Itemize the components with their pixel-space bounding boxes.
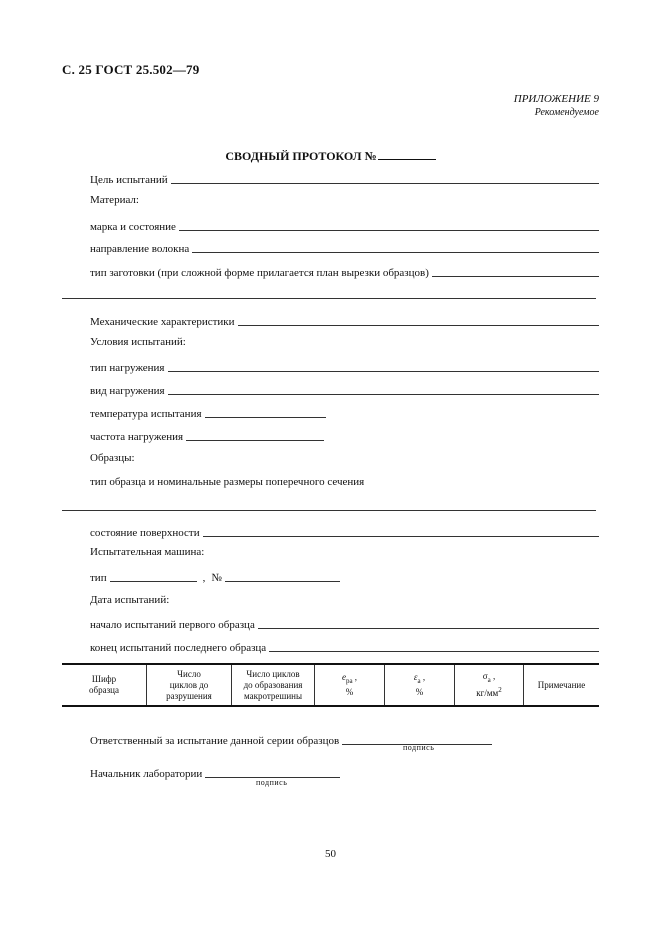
- appendix-subtitle: Рекомендуемое: [534, 107, 599, 118]
- grade-label: марка и состояние: [90, 221, 176, 233]
- date-heading: Дата испытаний:: [90, 594, 170, 606]
- load-kind-field[interactable]: [168, 394, 599, 395]
- blank-type-field[interactable]: [432, 276, 599, 277]
- fiber-row: [90, 241, 599, 255]
- col-strain-a: $\varepsilon_a$ , %: [385, 664, 455, 706]
- fiber-label: направление волокна: [90, 243, 190, 255]
- specimen-type-label: тип образца и номинальные размеры поперечного сечения: [90, 476, 365, 488]
- machine-heading: Испытательная машина:: [90, 546, 205, 558]
- col-code: Шифр образца: [89, 674, 119, 695]
- col-cycles-crack: Число циклов до образования макротрешины: [232, 664, 315, 706]
- results-table: [62, 663, 599, 707]
- load-kind-label: вид нагружения: [90, 385, 165, 397]
- document-title: [0, 148, 661, 164]
- purpose-field[interactable]: [171, 183, 599, 184]
- machine-separator: ,: [202, 572, 206, 584]
- page-number: 50: [325, 848, 336, 860]
- temperature-row: [90, 406, 326, 420]
- surface-row: [90, 525, 599, 539]
- protocol-number-field[interactable]: [378, 148, 436, 160]
- blank-type-label: тип заготовки (при сложной форме прилагается план вырезки образцов): [90, 267, 429, 279]
- col-notes: Примечание: [524, 664, 600, 706]
- appendix-label: [514, 93, 599, 119]
- responsible-sign-caption: подпись: [403, 743, 435, 752]
- machine-type-field[interactable]: [110, 581, 197, 582]
- head-label: Начальник лаборатории: [90, 768, 203, 780]
- specimens-heading: Образцы:: [90, 452, 135, 464]
- start-field[interactable]: [258, 628, 599, 629]
- frequency-field[interactable]: [186, 440, 324, 441]
- blank-type-row: [90, 265, 599, 279]
- load-type-row: [90, 360, 599, 374]
- end-label: конец испытаний последнего образца: [90, 642, 267, 654]
- col-strain-pa: $e_{pa}$ , %: [315, 664, 385, 706]
- head-row: [90, 766, 340, 780]
- machine-number-field[interactable]: [225, 581, 340, 582]
- surface-label: состояние поверхности: [90, 527, 200, 539]
- start-label: начало испытаний первого образца: [90, 619, 255, 631]
- purpose-label: Цель испытаний: [90, 174, 168, 186]
- purpose-row: [90, 172, 599, 186]
- specimen-type-line[interactable]: [62, 510, 596, 511]
- mechanical-row: [90, 314, 599, 328]
- end-row: [90, 640, 599, 654]
- head-sign-caption: подпись: [256, 778, 288, 787]
- mechanical-label: Механические характеристики: [90, 316, 235, 328]
- mechanical-field[interactable]: [238, 325, 599, 326]
- fiber-field[interactable]: [192, 252, 599, 253]
- material-heading: Материал:: [90, 194, 139, 206]
- temperature-label: температура испытания: [90, 408, 202, 420]
- surface-field[interactable]: [203, 536, 599, 537]
- frequency-label: частота нагружения: [90, 431, 184, 443]
- grade-row: [90, 219, 599, 233]
- col-cycles-failure: Число циклов до разрушения: [147, 664, 232, 706]
- load-kind-row: [90, 383, 599, 397]
- machine-number-label: №: [211, 572, 222, 584]
- load-type-label: тип нагружения: [90, 362, 165, 374]
- load-type-field[interactable]: [168, 371, 600, 372]
- temperature-field[interactable]: [205, 417, 326, 418]
- machine-type-label: тип: [90, 572, 107, 584]
- blank-type-continuation-line[interactable]: [62, 298, 596, 299]
- start-row: [90, 617, 599, 631]
- page-header: С. 25 ГОСТ 25.502—79: [62, 62, 200, 77]
- responsible-label: Ответственный за испытание данной серии образцов: [90, 735, 340, 747]
- appendix-title: ПРИЛОЖЕНИЕ 9: [513, 93, 599, 105]
- document-title-text: СВОДНЫЙ ПРОТОКОЛ №: [225, 149, 377, 163]
- end-field[interactable]: [269, 651, 599, 652]
- col-stress-a: $\sigma_a$ , $кг/мм^2$: [455, 664, 524, 706]
- frequency-row: [90, 429, 324, 443]
- grade-field[interactable]: [179, 230, 599, 231]
- conditions-heading: Условия испытаний:: [90, 336, 186, 348]
- results-header-row: [62, 664, 599, 706]
- machine-row: [90, 570, 340, 584]
